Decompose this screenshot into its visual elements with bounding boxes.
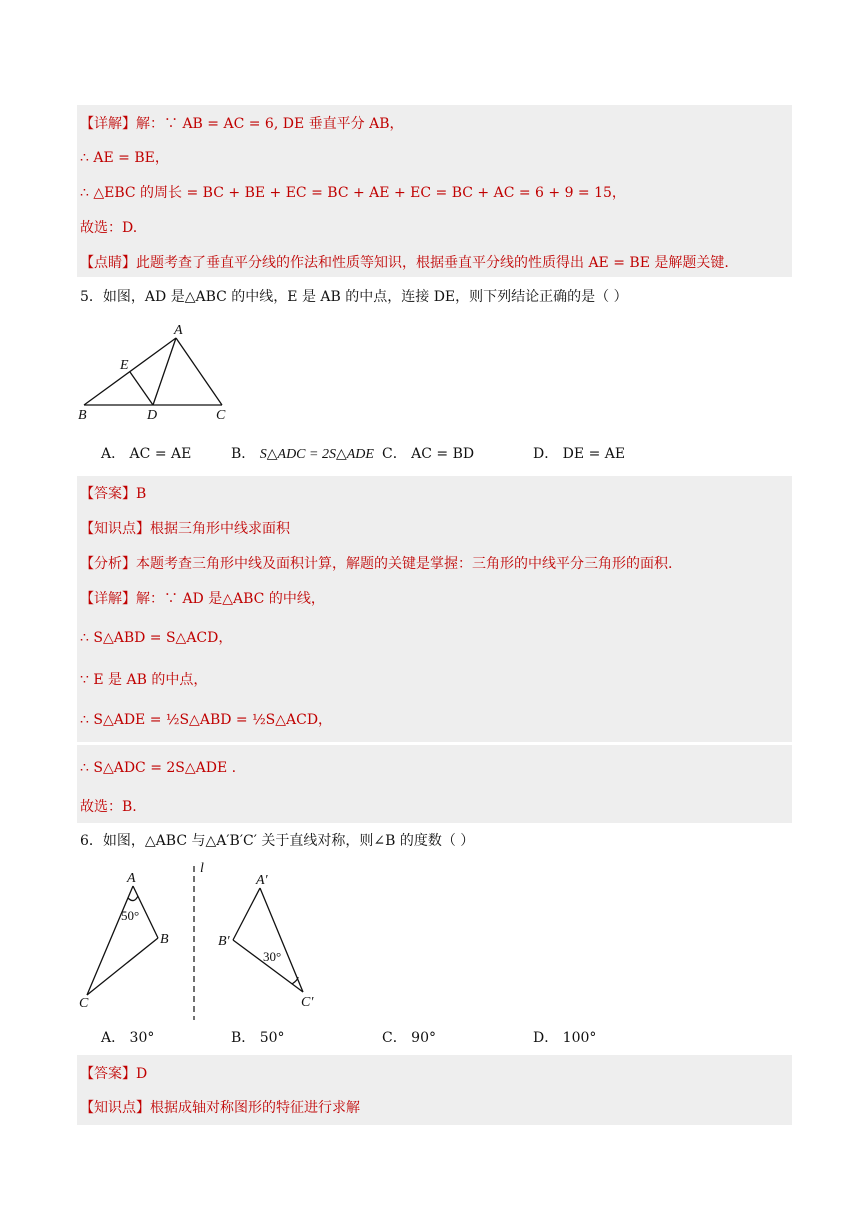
label-C: C: [216, 408, 226, 423]
detail-text: 解：∵ AB = AC = 6, DE 垂直平分 AB，: [136, 116, 404, 132]
analysis-text: 本题考查三角形中线及面积计算，解题的关键是掌握：三角形的中线平分三角形的面积.: [136, 556, 673, 572]
q6-symmetry-figure: [76, 858, 336, 1023]
q5-option-a: A． AC = AE: [101, 446, 192, 462]
remark-text: 此题考查了垂直平分线的作法和性质等知识，根据垂直平分线的性质得出 AE = BE 是解题关键.: [136, 255, 729, 271]
segment-A2B2: [233, 888, 260, 940]
segment-AB: [84, 338, 176, 405]
prev-remark-line: [80, 253, 729, 273]
label-l: l: [200, 861, 204, 876]
q5-option-b-prefix: B．: [231, 446, 260, 462]
q6-option-a: A． 30°: [101, 1030, 155, 1046]
q5-step1: ∴ S△ABD = S△ACD，: [80, 630, 233, 646]
q5-analysis-line: [80, 554, 672, 574]
q6-knowledge-line: [80, 1098, 360, 1118]
q6-stem: 6．如图，△ABC 与△A′B′C′ 关于直线对称，则∠B 的度数（ ）: [80, 833, 475, 849]
prev-step1: ∴ AE = BE，: [80, 150, 169, 166]
q5-answer: 【答案】B: [80, 486, 147, 502]
angle-A-arc: [128, 896, 138, 901]
q5-solution-block: [77, 476, 792, 742]
prev-detail-line: [80, 114, 403, 134]
angle-C2-label: 30°: [263, 949, 282, 964]
segment-AD: [153, 338, 176, 405]
prev-step2: ∴ △EBC 的周长 = BC + BE + EC = BC + AE + EC = BC + AC = 6 + 9 = 15，: [80, 185, 626, 201]
knowledge-tag: 【知识点】: [80, 521, 150, 537]
q5-step3: ∴ S△ADE = ½S△ABD = ½S△ACD，: [80, 712, 333, 728]
q6-option-b: B． 50°: [231, 1030, 285, 1046]
q6-answer: 【答案】D: [80, 1066, 148, 1082]
q5-option-c: C． AC = BD: [382, 446, 475, 462]
q5-detail-line: [80, 589, 325, 609]
label-B: B: [160, 932, 169, 947]
label-C: C: [79, 996, 89, 1011]
label-A: A: [174, 323, 183, 338]
knowledge-text: 根据三角形中线求面积: [150, 521, 290, 537]
q5-step2: ∵ E 是 AB 的中点，: [80, 672, 208, 688]
label-A2: A′: [256, 873, 268, 888]
q6-option-d: D． 100°: [533, 1030, 597, 1046]
segment-DE: [130, 372, 153, 405]
label-A: A: [127, 871, 136, 886]
segment-CA: [87, 886, 133, 995]
label-B2: B′: [218, 934, 230, 949]
label-B: B: [78, 408, 87, 423]
segment-AC: [176, 338, 222, 405]
knowledge-text: 根据成轴对称图形的特征进行求解: [150, 1100, 360, 1116]
q5-choice: 故选：B.: [80, 799, 137, 815]
prev-choice: 故选：D.: [80, 220, 138, 236]
q6-option-c: C． 90°: [382, 1030, 436, 1046]
q5-option-b: [231, 444, 374, 465]
q5-option-b-math: S△ADC = 2S△ADE: [259, 447, 374, 462]
detail-tag: 【详解】: [80, 591, 136, 607]
label-E: E: [120, 358, 129, 373]
detail-text: 解：∵ AD 是△ABC 的中线，: [136, 591, 325, 607]
segment-BC: [87, 938, 158, 995]
knowledge-tag: 【知识点】: [80, 1100, 150, 1116]
q5-knowledge-line: [80, 519, 290, 539]
q5-triangle-figure: [76, 318, 236, 426]
detail-tag: 【详解】: [80, 116, 136, 132]
q5-step4: ∴ S△ADC = 2S△ADE .: [80, 760, 237, 776]
q5-stem: 5．如图，AD 是△ABC 的中线，E 是 AB 的中点，连接 DE，则下列结论正确的是（ ）: [80, 289, 628, 305]
q5-option-d: D． DE = AE: [533, 446, 626, 462]
label-D: D: [147, 408, 158, 423]
q5-solution-block-tail: [77, 745, 792, 823]
remark-tag: 【点睛】: [80, 255, 136, 271]
angle-A-label: 50°: [121, 908, 140, 923]
label-C2: C′: [301, 995, 314, 1010]
analysis-tag: 【分析】: [80, 556, 136, 572]
